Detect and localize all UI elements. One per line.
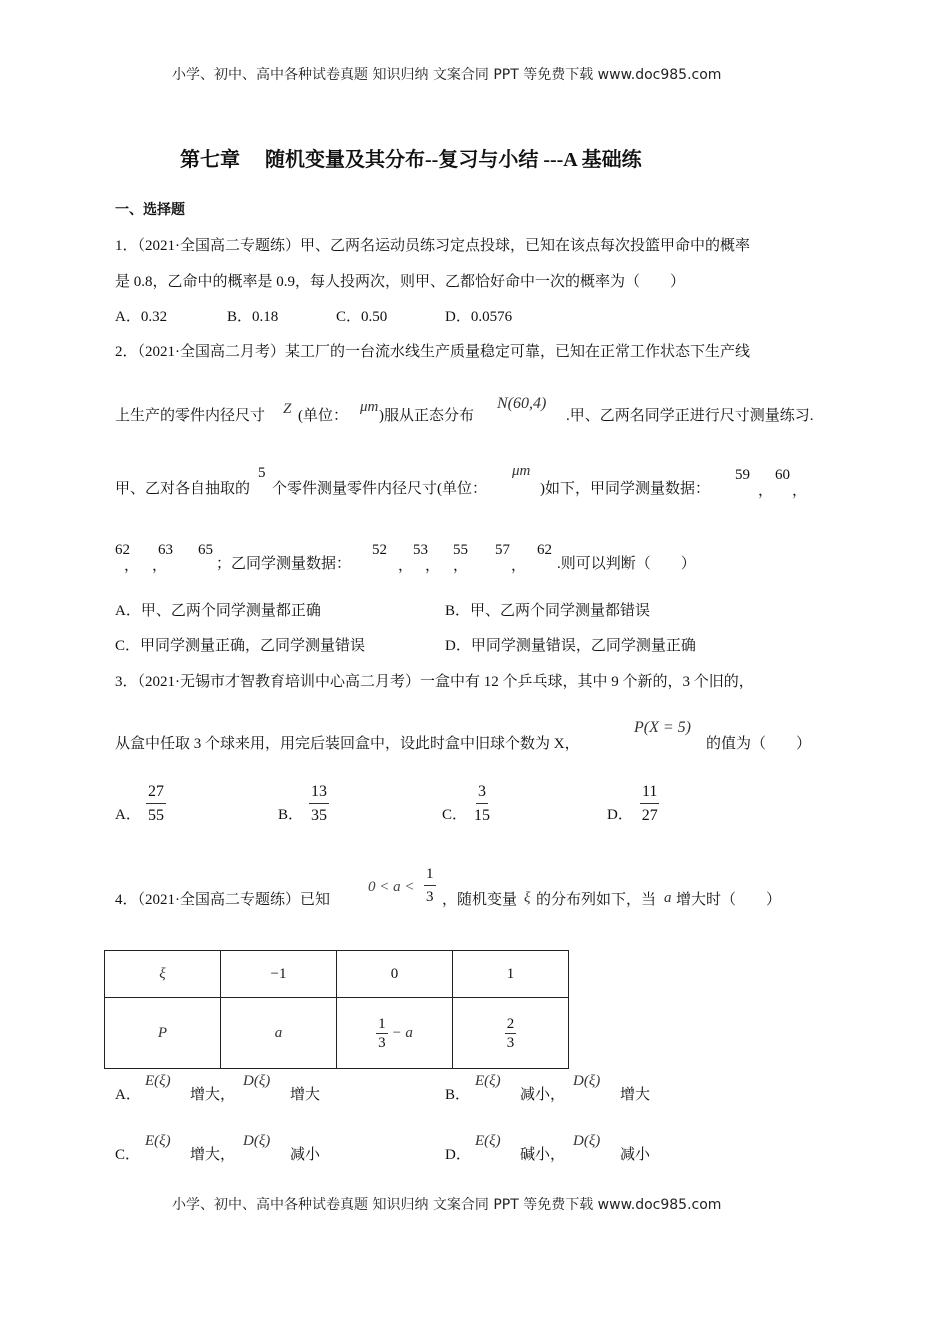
- q3-line2: 从盒中任取 3 个球来用，用完后装回盒中，设此时盒中旧球个数为 X，: [115, 736, 580, 752]
- q4-option-c-t2: 减小: [290, 1147, 321, 1163]
- math-a: a: [664, 890, 672, 906]
- comma: ，: [453, 558, 469, 574]
- table-cell: 1: [453, 951, 569, 998]
- q4-option-d-t2: 减小: [620, 1147, 651, 1163]
- q1-option-a: A．0.32: [115, 309, 168, 325]
- q1-option-b: B．0.18: [227, 309, 279, 325]
- q2-option-c: C．甲同学测量正确，乙同学测量错误: [115, 638, 366, 654]
- q3-option-c-label: C．: [442, 807, 468, 823]
- math-d: D(ξ): [243, 1133, 271, 1149]
- math-um-2: μm: [512, 463, 531, 479]
- q4-option-b-label: B．: [445, 1087, 471, 1103]
- jia-data-1: 59: [735, 467, 750, 483]
- q4-option-b-t1: 减小，: [520, 1087, 566, 1103]
- q4-line1b: ，随机变量: [442, 892, 518, 908]
- numerator: 11: [640, 783, 659, 804]
- q2-semi: ；乙同学测量数据：: [216, 556, 352, 572]
- yi-data-5: 62: [537, 542, 552, 558]
- q3-option-a-label: A．: [115, 807, 141, 823]
- math-e: E(ξ): [475, 1133, 501, 1149]
- math-condition: 0 < a <: [368, 879, 415, 895]
- table-cell: a: [221, 998, 337, 1069]
- q3-option-d-fraction: [640, 783, 659, 824]
- q2-option-b: B．甲、乙两个同学测量都错误: [445, 603, 651, 619]
- comma: ，: [758, 483, 774, 499]
- jia-data-5: 65: [198, 542, 213, 558]
- table-cell: −1: [221, 951, 337, 998]
- comma: ，: [792, 483, 808, 499]
- table-cell: [453, 998, 569, 1069]
- q4-option-a-label: A．: [115, 1087, 141, 1103]
- condition-fraction: [424, 866, 436, 905]
- distribution-table: [104, 950, 569, 1069]
- q4-line1a: 4．（2021·全国高二专题练）已知: [115, 892, 330, 908]
- q1-option-d: D．0.0576: [445, 309, 513, 325]
- q2-option-a: A．甲、乙两个同学测量都正确: [115, 603, 321, 619]
- table-cell: ξ: [105, 951, 221, 998]
- table-cell: [337, 998, 453, 1069]
- table-cell: P: [105, 998, 221, 1069]
- q2-line4-end: .则可以判断（ ）: [557, 556, 696, 572]
- q4-line1d: 增大时（ ）: [676, 892, 782, 908]
- denominator: 35: [311, 806, 327, 824]
- comma: ，: [425, 558, 441, 574]
- comma: ，: [124, 558, 140, 574]
- q3-option-a-fraction: [146, 783, 166, 824]
- math-e: E(ξ): [145, 1133, 171, 1149]
- comma: ，: [398, 558, 414, 574]
- q3-option-c-fraction: [474, 783, 490, 824]
- q3-line1: 3．（2021·无锡市才智教育培训中心高二月考）一盒中有 12 个乒乓球，其中 9 个新的，3 个旧的，: [115, 674, 754, 690]
- q4-option-d-t1: 碱小，: [520, 1147, 566, 1163]
- q1-line2: 是 0.8，乙命中的概率是 0.9，每人投两次，则甲、乙都恰好命中一次的概率为（ ）: [115, 274, 686, 290]
- section-heading: 一、选择题: [115, 203, 185, 218]
- q3-option-b-label: B．: [278, 807, 304, 823]
- math-e: E(ξ): [475, 1073, 501, 1089]
- denominator: 55: [148, 806, 164, 824]
- numerator: 27: [146, 783, 166, 804]
- q1-option-c: C．0.50: [336, 309, 388, 325]
- denominator: 3: [506, 1034, 515, 1051]
- page-header: 小学、初中、高中各种试卷真题 知识归纳 文案合同 PPT 等免费下载 www.doc985.com: [172, 67, 722, 83]
- jia-data-4: 63: [158, 542, 173, 558]
- q3-option-b-fraction: [309, 783, 329, 824]
- denominator: 3: [426, 888, 434, 905]
- yi-data-1: 52: [372, 542, 387, 558]
- q4-line1c: 的分布列如下，当: [536, 892, 657, 908]
- q2-line2c: )服从正态分布: [379, 408, 474, 424]
- numerator: 2: [506, 1015, 515, 1032]
- q4-option-c-label: C．: [115, 1147, 141, 1163]
- q2-line2a: 上生产的零件内径尺寸: [115, 408, 266, 424]
- math-z: Z: [283, 401, 292, 417]
- math-um: μm: [360, 399, 379, 415]
- yi-data-3: 55: [453, 542, 468, 558]
- q2-line3c: )如下，甲同学测量数据：: [540, 481, 710, 497]
- q4-option-c-t1: 增大，: [190, 1147, 236, 1163]
- q2-line3b: 个零件测量零件内径尺寸(单位：: [272, 481, 487, 497]
- denominator: 3: [378, 1034, 386, 1051]
- comma: ，: [511, 558, 527, 574]
- denominator: 27: [641, 806, 658, 824]
- numerator: 1: [424, 866, 436, 886]
- comma: ，: [152, 558, 168, 574]
- math-xi: ξ: [524, 890, 531, 906]
- q2-line2d: .甲、乙两名同学正进行尺寸测量练习.: [566, 408, 814, 424]
- math-normal: N(60,4): [497, 395, 547, 412]
- q2-option-d: D．甲同学测量错误，乙同学测量正确: [445, 638, 696, 654]
- page-title: 第七章 随机变量及其分布--复习与小结 ---A 基础练: [180, 149, 642, 171]
- math-d: D(ξ): [573, 1133, 601, 1149]
- q1-line1: 1．（2021·全国高二专题练）甲、乙两名运动员练习定点投球，已知在该点每次投篮甲命中的概率: [115, 238, 750, 254]
- q4-option-b-t2: 增大: [620, 1087, 651, 1103]
- fraction-tail: − a: [391, 1024, 413, 1041]
- q3-line2-end: 的值为（ ）: [706, 736, 812, 752]
- numerator: 1: [378, 1015, 386, 1032]
- math-d: D(ξ): [243, 1073, 271, 1089]
- jia-data-3: 62: [115, 542, 130, 558]
- q4-option-a-t1: 增大，: [190, 1087, 236, 1103]
- q4-option-a-t2: 增大: [290, 1087, 321, 1103]
- q2-line1: 2．（2021·全国高二月考）某工厂的一台流水线生产质量稳定可靠，已知在正常工作状态下生产线: [115, 344, 750, 360]
- q3-option-d-label: D．: [607, 807, 633, 823]
- math-five: 5: [258, 465, 266, 481]
- yi-data-4: 57: [495, 542, 510, 558]
- numerator: 13: [309, 783, 329, 804]
- numerator: 3: [476, 783, 488, 804]
- q2-line2b: (单位：: [298, 408, 348, 424]
- jia-data-2: 60: [775, 467, 790, 483]
- math-e: E(ξ): [145, 1073, 171, 1089]
- q2-line3a: 甲、乙对各自抽取的: [115, 481, 251, 497]
- denominator: 15: [474, 806, 490, 824]
- q4-option-d-label: D．: [445, 1147, 471, 1163]
- yi-data-2: 53: [413, 542, 428, 558]
- math-p: P(X = 5): [634, 719, 691, 736]
- table-cell: 0: [337, 951, 453, 998]
- page-footer: 小学、初中、高中各种试卷真题 知识归纳 文案合同 PPT 等免费下载 www.doc985.com: [172, 1197, 722, 1213]
- math-d: D(ξ): [573, 1073, 601, 1089]
